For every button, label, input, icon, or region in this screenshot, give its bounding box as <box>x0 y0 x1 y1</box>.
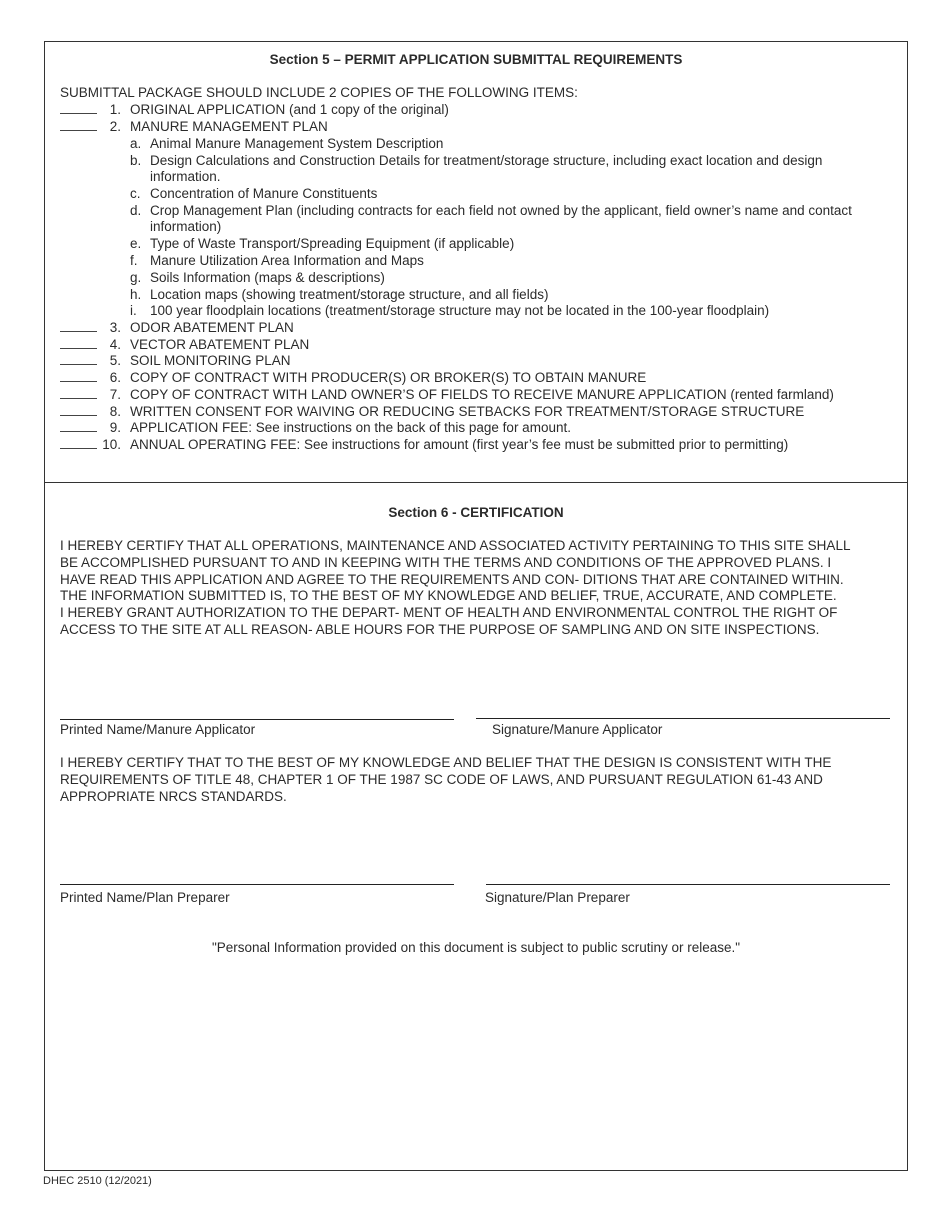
cert1-line: HAVE READ THIS APPLICATION AND AGREE TO THE REQUIREMENTS AND CON- DITIONS THAT ARE CONTAINED WITHIN. <box>60 571 844 587</box>
item-7-checkbox-line[interactable] <box>60 387 97 399</box>
cert1-line: THE INFORMATION SUBMITTED IS, TO THE BEST OF MY KNOWLEDGE AND BELIEF, TRUE, ACCURATE, AND COMPLETE. <box>60 588 837 604</box>
privacy-notice: "Personal Information provided on this document is subject to public scrutiny or release." <box>211 940 741 955</box>
section6-heading: Section 6 - CERTIFICATION <box>388 505 564 520</box>
subitem-d-letter: d. <box>130 203 142 218</box>
item-7-text: COPY OF CONTRACT WITH LAND OWNER’S OF FIELDS TO RECEIVE MANURE APPLICATION (rented farmland) <box>130 387 834 402</box>
cert2-line: REQUIREMENTS OF TITLE 48, CHAPTER 1 OF THE 1987 SC CODE OF LAWS, AND PURSUANT REGULATION 61-43 AND <box>60 771 823 787</box>
printed-name-applicator-label: Printed Name/Manure Applicator <box>60 722 256 737</box>
section-divider <box>44 482 908 483</box>
subitem-b-text: Design Calculations and Construction Details for treatment/storage structure, including exact location and design <box>150 153 823 168</box>
item-1-checkbox-line[interactable] <box>60 102 97 114</box>
subitem-e-letter: e. <box>130 236 142 251</box>
subitem-e-text: Type of Waste Transport/Spreading Equipment (if applicable) <box>150 236 515 251</box>
item-9-number: 9. <box>109 420 121 435</box>
item-6-checkbox-line[interactable] <box>60 370 97 382</box>
item-10-checkbox-line[interactable] <box>60 437 97 449</box>
cert1-line: ACCESS TO THE SITE AT ALL REASON- ABLE HOURS FOR THE PURPOSE OF SAMPLING AND ON SITE INSPECTIONS. <box>60 621 820 637</box>
cert1-line: BE ACCOMPLISHED PURSUANT TO AND IN KEEPING WITH THE TERMS AND CONDITIONS OF THE APPROVED PLANS. I <box>60 554 832 570</box>
subitem-i-letter: i. <box>130 303 137 318</box>
subitem-a-text: Animal Manure Management System Description <box>150 136 444 151</box>
certification-paragraph-1 <box>60 538 890 639</box>
item-8-checkbox-line[interactable] <box>60 404 97 416</box>
item-4-text: VECTOR ABATEMENT PLAN <box>130 337 310 352</box>
submittal-intro: SUBMITTAL PACKAGE SHOULD INCLUDE 2 COPIES OF THE FOLLOWING ITEMS: <box>60 85 578 100</box>
subitem-f-letter: f. <box>130 253 138 268</box>
item-6-text: COPY OF CONTRACT WITH PRODUCER(S) OR BROKER(S) TO OBTAIN MANURE <box>130 370 647 385</box>
item-5-checkbox-line[interactable] <box>60 353 97 365</box>
subitem-i-text: 100 year floodplain locations (treatment/storage structure may not be located in the 100-year floodplain) <box>150 303 770 318</box>
subitem-g-letter: g. <box>130 270 142 285</box>
item-9-text: APPLICATION FEE: See instructions on the back of this page for amount. <box>130 420 571 435</box>
printed-name-preparer-label: Printed Name/Plan Preparer <box>60 890 230 905</box>
subitem-h-text: Location maps (showing treatment/storage structure, and all fields) <box>150 287 549 302</box>
certification-paragraph-2 <box>60 755 890 805</box>
subitem-a-letter: a. <box>130 136 142 151</box>
item-7-number: 7. <box>109 387 121 402</box>
item-3-checkbox-line[interactable] <box>60 320 97 332</box>
item-2-number: 2. <box>109 119 121 134</box>
item-4-number: 4. <box>109 337 121 352</box>
signature-applicator-line[interactable] <box>476 718 890 719</box>
item-9-checkbox-line[interactable] <box>60 420 97 432</box>
section5-heading: Section 5 – PERMIT APPLICATION SUBMITTAL REQUIREMENTS <box>269 52 683 67</box>
item-1-text: ORIGINAL APPLICATION (and 1 copy of the original) <box>130 102 449 117</box>
subitem-h-letter: h. <box>130 287 142 302</box>
subitem-c-text: Concentration of Manure Constituents <box>150 186 378 201</box>
subitem-d-continuation: information) <box>150 219 222 234</box>
signature-applicator-label: Signature/Manure Applicator <box>492 722 663 737</box>
printed-name-preparer-line[interactable] <box>60 884 454 885</box>
cert2-line: I HEREBY CERTIFY THAT TO THE BEST OF MY KNOWLEDGE AND BELIEF THAT THE DESIGN IS CONSISTENT WITH THE <box>60 755 832 770</box>
subitem-c-letter: c. <box>130 186 141 201</box>
cert1-line: I HEREBY GRANT AUTHORIZATION TO THE DEPART- MENT OF HEALTH AND ENVIRONMENTAL CONTROL THE RIGHT OF <box>60 605 838 621</box>
subitem-g-text: Soils Information (maps & descriptions) <box>150 270 385 285</box>
subitem-f-text: Manure Utilization Area Information and Maps <box>150 253 424 268</box>
item-2-checkbox-line[interactable] <box>60 119 97 131</box>
cert2-line: APPROPRIATE NRCS STANDARDS. <box>60 788 287 804</box>
form-number: DHEC 2510 (12/2021) <box>43 1175 152 1187</box>
item-2-text: MANURE MANAGEMENT PLAN <box>130 119 328 134</box>
cert1-line: I HEREBY CERTIFY THAT ALL OPERATIONS, MAINTENANCE AND ASSOCIATED ACTIVITY PERTAINING TO THIS SITE SHALL <box>60 538 851 553</box>
item-6-number: 6. <box>109 370 121 385</box>
subitem-d-text: Crop Management Plan (including contracts for each field not owned by the applicant, field owner’s name and contact <box>150 203 852 218</box>
item-3-number: 3. <box>109 320 121 335</box>
printed-name-applicator-line[interactable] <box>60 719 454 720</box>
item-3-text: ODOR ABATEMENT PLAN <box>130 320 294 335</box>
subitem-b-letter: b. <box>130 153 142 168</box>
signature-preparer-label: Signature/Plan Preparer <box>485 890 630 905</box>
item-10-number: 10. <box>102 437 121 452</box>
subitem-b-continuation: information. <box>150 169 221 184</box>
item-5-number: 5. <box>109 353 121 368</box>
item-10-text: ANNUAL OPERATING FEE: See instructions for amount (first year’s fee must be submitted prior to permitting) <box>130 437 789 452</box>
item-8-number: 8. <box>109 404 121 419</box>
item-4-checkbox-line[interactable] <box>60 337 97 349</box>
item-1-number: 1. <box>109 102 121 117</box>
item-8-text: WRITTEN CONSENT FOR WAIVING OR REDUCING SETBACKS FOR TREATMENT/STORAGE STRUCTURE <box>130 404 805 419</box>
item-5-text: SOIL MONITORING PLAN <box>130 353 291 368</box>
signature-preparer-line[interactable] <box>486 884 890 885</box>
